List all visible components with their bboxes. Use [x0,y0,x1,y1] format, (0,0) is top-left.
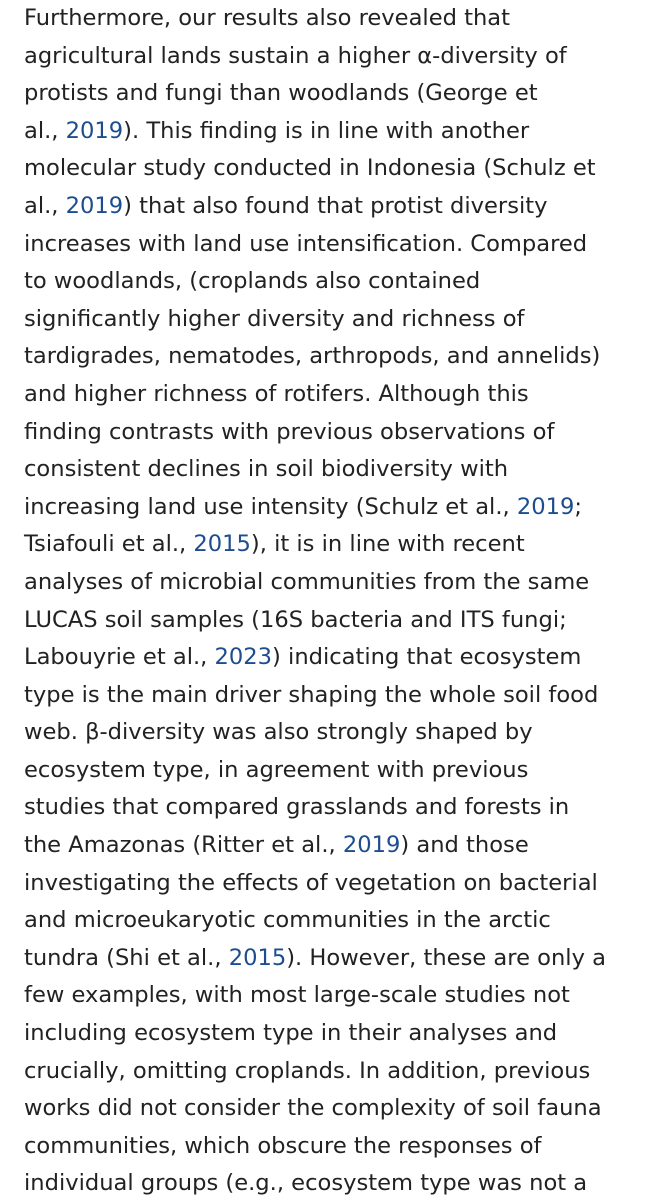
text-segment: ). This finding is in line with another [123,117,530,144]
text-line: crucially, omitting croplands. In addition, previous [24,1057,591,1084]
text-line [24,827,640,865]
text-line: including ecosystem type in their analyses and [24,1020,558,1047]
text-segment: al., [24,192,66,219]
text-segment: increasing land use intensity (Schulz et al., [24,493,517,520]
text-line [24,113,640,151]
text-line [24,526,640,564]
text-line: finding contrasts with previous observations of [24,418,555,445]
text-line: molecular study conducted in Indonesia (Schulz et [24,155,596,182]
text-segment: the Amazonas (Ritter et al., [24,832,343,859]
text-segment: ) indicating that ecosystem [272,644,582,671]
text-line: analyses of microbial communities from the same [24,568,590,595]
text-segment: Labouyrie et al., [24,644,215,671]
citation-year-link[interactable]: 2019 [516,493,575,520]
text-line: consistent declines in soil biodiversity with [24,456,509,483]
citation-year-link[interactable]: 2019 [342,832,401,859]
text-line: LUCAS soil samples (16S bacteria and ITS fungi; [24,606,567,633]
article-paragraph [24,0,640,1203]
citation-year-link[interactable]: 2019 [65,192,124,219]
text-line [24,940,640,978]
text-line: type is the main driver shaping the whole soil food [24,681,599,708]
text-line [24,639,640,677]
text-line: works did not consider the complexity of soil fauna [24,1095,602,1122]
text-line [24,188,640,226]
text-segment: Tsiafouli et al., [24,531,194,558]
citation-year-link[interactable]: 2015 [228,944,287,971]
text-segment: ) and those [400,832,529,859]
text-line: studies that compared grasslands and forests in [24,794,570,821]
text-segment: ). However, these are only a [286,944,606,971]
text-line: ecosystem type, in agreement with previous [24,756,529,783]
text-line: increases with land use intensification. Compared [24,230,588,257]
text-line: individual groups (e.g., ecosystem type was not a [24,1170,588,1197]
text-line: investigating the effects of vegetation on bacterial [24,869,598,896]
text-line: and microeukaryotic communities in the arctic [24,907,551,934]
text-line: agricultural lands sustain a higher α-diversity of [24,42,567,69]
text-line: web. β-diversity was also strongly shaped by [24,719,533,746]
citation-year-link[interactable]: 2019 [65,117,124,144]
text-segment: ) that also found that protist diversity [123,192,548,219]
text-line: tardigrades, nematodes, arthropods, and annelids) [24,343,601,370]
text-segment: al., [24,117,66,144]
text-line: to woodlands, (croplands also contained [24,268,481,295]
citation-year-link[interactable]: 2023 [214,644,273,671]
text-line: few examples, with most large-scale studies not [24,982,570,1009]
text-line: significantly higher diversity and richness of [24,305,525,332]
text-line: communities, which obscure the responses of [24,1132,542,1159]
text-line: protists and fungi than woodlands (George et [24,80,538,107]
text-segment: ), it is in line with recent [250,531,525,558]
text-line: Furthermore, our results also revealed that [24,5,511,31]
text-segment: ; [574,493,582,520]
text-line [24,489,640,527]
text-line: and higher richness of rotifers. Although this [24,380,529,407]
citation-year-link[interactable]: 2015 [193,531,251,558]
text-segment: tundra (Shi et al., [24,944,229,971]
